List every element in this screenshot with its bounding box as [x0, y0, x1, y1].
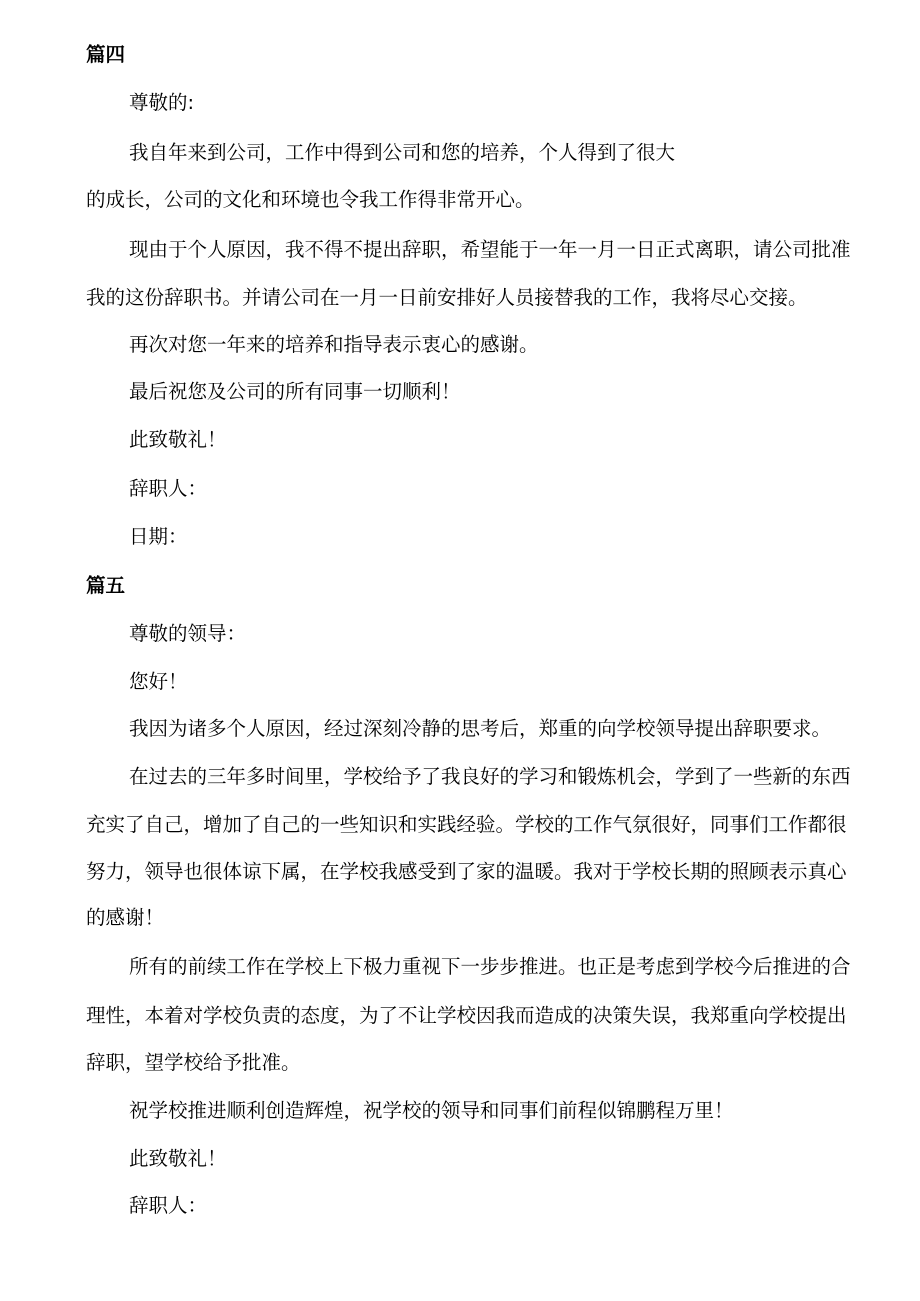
salutation: 尊敬的领导： — [129, 622, 247, 645]
closing-line: 此致敬礼！ — [129, 1147, 227, 1170]
greeting-line: 您好！ — [129, 670, 188, 693]
section-heading-5: 篇五 — [86, 574, 126, 597]
signer-line: 辞职人： — [129, 477, 208, 500]
paragraph-line: 所有的前续工作在学校上下极力重视下一步步推进。也正是考虑到学校今后推进的合 — [129, 955, 851, 978]
paragraph-line: 的成长，公司的文化和环境也令我工作得非常开心。 — [86, 188, 535, 211]
salutation: 尊敬的: — [129, 91, 195, 114]
paragraph-line: 充实了自己，增加了自己的一些知识和实践经验。学校的工作气氛很好，同事们工作都很 — [86, 813, 847, 836]
paragraph-line: 我因为诸多个人原因，经过深刻冷静的思考后，郑重的向学校领导提出辞职要求。 — [129, 717, 832, 740]
paragraph-line: 辞职，望学校给予批准。 — [86, 1051, 301, 1074]
paragraph-line: 我的这份辞职书。并请公司在一月一日前安排好人员接替我的工作，我将尽心交接。 — [86, 286, 808, 309]
closing-line: 此致敬礼！ — [129, 428, 227, 451]
paragraph-line: 的感谢！ — [86, 906, 165, 929]
paragraph-line: 理性，本着对学校负责的态度，为了不让学校因我而造成的决策失误，我郑重向学校提出 — [86, 1004, 847, 1027]
paragraph-line: 在过去的三年多时间里，学校给予了我良好的学习和锻炼机会，学到了一些新的东西 — [129, 765, 851, 788]
wish-line: 祝学校推进顺利创造辉煌，祝学校的领导和同事们前程似锦鹏程万里！ — [129, 1099, 734, 1122]
paragraph-line: 我自年来到公司，工作中得到公司和您的培养，个人得到了很大 — [129, 141, 676, 164]
paragraph-line: 现由于个人原因，我不得不提出辞职，希望能于一年一月一日正式离职，请公司批准 — [129, 238, 851, 261]
thanks-line: 再次对您一年来的培养和指导表示衷心的感谢。 — [129, 333, 539, 356]
section-heading-4: 篇四 — [86, 43, 126, 66]
date-line: 日期： — [129, 525, 188, 548]
wish-line: 最后祝您及公司的所有同事一切顺利！ — [129, 380, 461, 403]
paragraph-line: 努力，领导也很体谅下属，在学校我感受到了家的温暖。我对于学校长期的照顾表示真心 — [86, 860, 847, 883]
signer-line: 辞职人： — [129, 1194, 208, 1217]
